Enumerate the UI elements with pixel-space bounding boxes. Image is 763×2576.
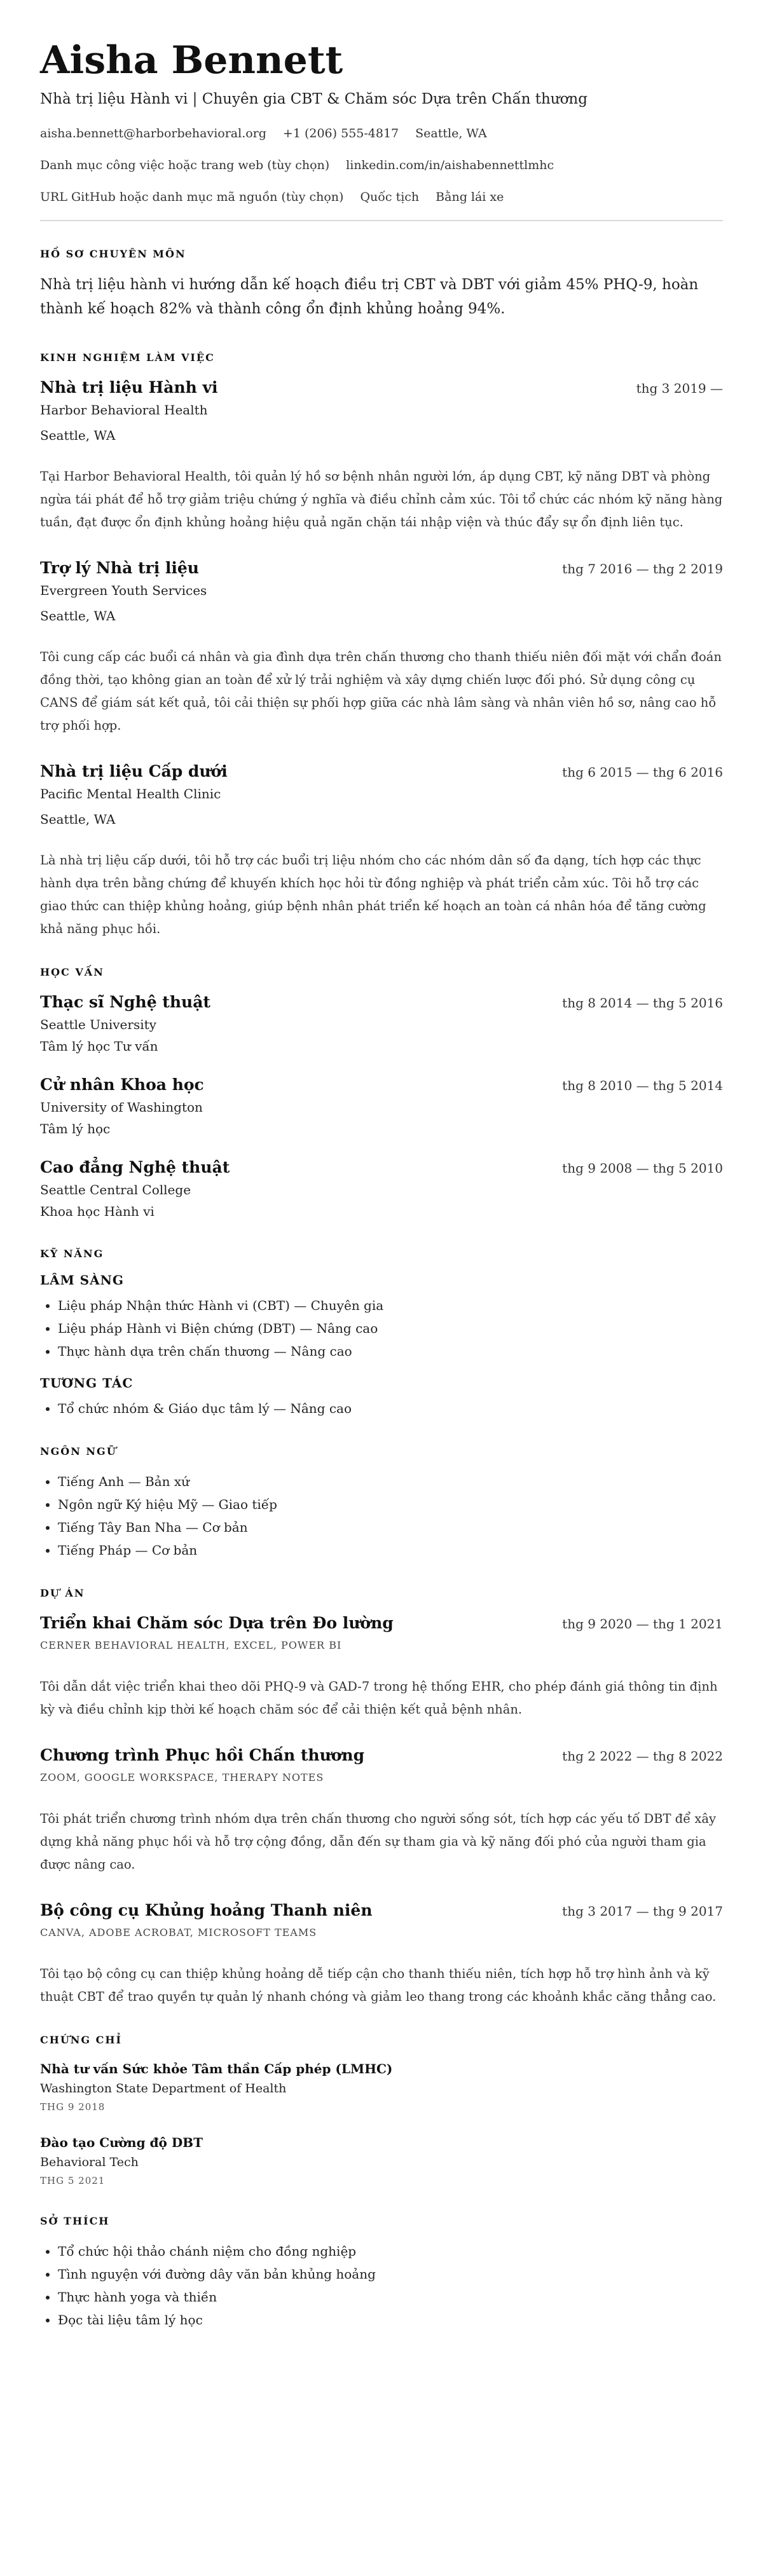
contact-row-1	[40, 125, 723, 142]
skill-item: • Tổ chức nhóm & Giáo dục tâm lý — Nâng cao	[58, 1397, 723, 1420]
section-title-experience: KINH NGHIỆM LÀM VIỆC	[40, 351, 215, 364]
experience-entry	[40, 557, 723, 737]
field-of-study: Tâm lý học	[40, 1121, 111, 1136]
project-title: Bộ công cụ Khủng hoảng Thanh niên	[40, 1901, 373, 1919]
project-description: Tôi dẫn dắt việc triển khai theo dõi PHQ-9 và GAD-7 trong hệ thống EHR, cho phép đánh giá thông tin định kỳ và điều chỉnh kịp thời kế hoạch chăm sóc để cải thiện kết quả bệnh nhân.	[40, 1679, 718, 1717]
project-entry	[40, 1899, 723, 2008]
school: Seattle Central College	[40, 1182, 191, 1197]
project-title: Chương trình Phục hồi Chấn thương	[40, 1746, 365, 1764]
interest-item: • Tổ chức hội thảo chánh niệm cho đồng nghiệp	[58, 2240, 723, 2263]
education-date: thg 9 2008 — thg 5 2010	[562, 1161, 723, 1176]
field-of-study: Tâm lý học Tư vấn	[40, 1039, 158, 1054]
job-title: Nhà trị liệu Cấp dưới	[40, 762, 228, 780]
job-location: Seattle, WA	[40, 608, 116, 624]
job-location: Seattle, WA	[40, 428, 116, 443]
company: Evergreen Youth Services	[40, 583, 207, 598]
project-title: Triển khai Chăm sóc Dựa trên Đo lường	[40, 1614, 394, 1632]
degree: Thạc sĩ Nghệ thuật	[40, 993, 210, 1011]
cert-org: Behavioral Tech	[40, 2155, 139, 2169]
section-title-profile: HỒ SƠ CHUYÊN MÔN	[40, 248, 186, 260]
cert-title: Đào tạo Cường độ DBT	[40, 2135, 203, 2150]
interest-item: • Thực hành yoga và thiền	[58, 2286, 723, 2308]
project-date: thg 3 2017 — thg 9 2017	[562, 1904, 723, 1919]
skill-item: • Liệu pháp Nhận thức Hành vi (CBT) — Chuyên gia	[58, 1294, 723, 1317]
language-list	[40, 1470, 723, 1562]
section-title-education: HỌC VẤN	[40, 966, 104, 978]
interest-item: • Đọc tài liệu tâm lý học	[58, 2308, 723, 2331]
language-item: • Tiếng Tây Ban Nha — Cơ bản	[58, 1516, 723, 1539]
education-entry	[40, 1073, 723, 1140]
company: Harbor Behavioral Health	[40, 402, 208, 418]
section-title-languages: NGÔN NGỮ	[40, 1445, 117, 1457]
section-title-certifications: CHỨNG CHỈ	[40, 2034, 122, 2046]
degree: Cử nhân Khoa học	[40, 1075, 204, 1094]
job-description: Là nhà trị liệu cấp dưới, tôi hỗ trợ các buổi trị liệu nhóm cho các nhóm dân số đa dạng, tích hợp các thực hành dựa trên bằng chứng để khuyến khích học hỏi từ đồng nghiệp và phát triển cảm xúc. Tôi hỗ trợ các giao thức can thiệp khủng hoảng, giúp bệnh nhân phát triển kế hoạch an toàn cá nhân hóa để tăng cường khả năng phục hồi.	[40, 853, 706, 936]
certification-entry	[40, 2132, 723, 2190]
project-head	[40, 1899, 723, 1922]
experience-entry	[40, 760, 723, 941]
language-item: • Tiếng Anh — Bản xứ	[58, 1470, 723, 1493]
job-date: thg 3 2019 —	[636, 381, 723, 396]
skill-list	[40, 1294, 723, 1363]
job-title: Trợ lý Nhà trị liệu	[40, 559, 199, 577]
experience-head	[40, 376, 723, 399]
job-location: Seattle, WA	[40, 812, 116, 827]
section-title-skills: KỸ NĂNG	[40, 1248, 104, 1260]
header-divider	[40, 220, 723, 221]
project-entry	[40, 1612, 723, 1721]
nationality: Quốc tịch	[360, 190, 420, 204]
project-date: thg 9 2020 — thg 1 2021	[562, 1616, 723, 1632]
cert-title: Nhà tư vấn Sức khỏe Tâm thần Cấp phép (LMHC)	[40, 2061, 393, 2076]
job-date: thg 7 2016 — thg 2 2019	[562, 561, 723, 576]
certification-entry	[40, 2059, 723, 2116]
skill-item: • Liệu pháp Hành vi Biện chứng (DBT) — Nâng cao	[58, 1317, 723, 1340]
interest-list	[40, 2240, 723, 2331]
cert-date: THG 5 2021	[40, 2175, 106, 2186]
education-date: thg 8 2010 — thg 5 2014	[562, 1078, 723, 1093]
cert-date: THG 9 2018	[40, 2101, 106, 2113]
education-entry	[40, 1156, 723, 1222]
profile-summary: Nhà trị liệu hành vi hướng dẫn kế hoạch điều trị CBT và DBT với giảm 45% PHQ-9, hoàn thành kế hoạch 82% và thành công ổn định khủng hoảng 94%.	[40, 276, 699, 317]
resume	[40, 0, 723, 2369]
job-date: thg 6 2015 — thg 6 2016	[562, 765, 723, 780]
skill-item: • Thực hành dựa trên chấn thương — Nâng cao	[58, 1340, 723, 1363]
language-item: • Tiếng Pháp — Cơ bản	[58, 1539, 723, 1562]
skill-group-title: LÂM SÀNG	[40, 1272, 125, 1288]
location: Seattle, WA	[415, 126, 487, 140]
github-link[interactable]: URL GitHub hoặc danh mục mã nguồn (tùy chọn)	[40, 190, 344, 204]
job-description: Tại Harbor Behavioral Health, tôi quản lý hồ sơ bệnh nhân người lớn, áp dụng CBT, kỹ năng DBT và phòng ngừa tái phát để hỗ trợ giảm triệu chứng ý nghĩa và điều chỉnh cảm xúc. Tôi tổ chức các nhóm kỹ năng hàng tuần, đạt được ổn định khủng hoảng hiệu quả ngăn chặn tái nhập viện và thúc đẩy sự ổn định liên tục.	[40, 469, 723, 529]
candidate-name: Aisha Bennett	[40, 38, 343, 83]
skill-group-title: TƯƠNG TÁC	[40, 1375, 134, 1391]
job-description: Tôi cung cấp các buổi cá nhân và gia đình dựa trên chấn thương cho thanh thiếu niên đối mặt với chẩn đoán đồng thời, tạo không gian an toàn để xử lý trải nghiệm và xây dựng chiến lược đối phó. Sử dụng công cụ CANS để giám sát kết quả, tôi cải thiện sự phối hợp giữa các nhà lâm sàng và nhân viên hồ sơ, nâng cao hỗ trợ phối hợp.	[40, 650, 722, 733]
resume-header	[40, 38, 723, 206]
language-item: • Ngôn ngữ Ký hiệu Mỹ — Giao tiếp	[58, 1493, 723, 1516]
project-description: Tôi tạo bộ công cụ can thiệp khủng hoảng dễ tiếp cận cho thanh thiếu niên, tích hợp hỗ trợ hình ảnh và kỹ thuật CBT để trao quyền tự quản lý nhanh chóng và giảm leo thang trong các khoảnh khắc căng thẳng cao.	[40, 1966, 717, 2004]
project-tech: CERNER BEHAVIORAL HEALTH, EXCEL, POWER BI	[40, 1639, 342, 1651]
portfolio-link[interactable]: Danh mục công việc hoặc trang web (tùy chọn)	[40, 158, 330, 172]
section-title-projects: DỰ ÁN	[40, 1587, 85, 1599]
company: Pacific Mental Health Clinic	[40, 786, 221, 801]
education-head	[40, 991, 723, 1014]
contact-row-3	[40, 188, 723, 206]
project-head	[40, 1744, 723, 1767]
education-head	[40, 1156, 723, 1179]
experience-entry	[40, 376, 723, 534]
project-tech: CANVA, ADOBE ACROBAT, MICROSOFT TEAMS	[40, 1926, 317, 1939]
contact-row-2	[40, 156, 723, 174]
email-link[interactable]: aisha.bennett@harborbehavioral.org	[40, 126, 266, 140]
education-date: thg 8 2014 — thg 5 2016	[562, 995, 723, 1011]
project-tech: ZOOM, GOOGLE WORKSPACE, THERAPY NOTES	[40, 1771, 324, 1783]
project-date: thg 2 2022 — thg 8 2022	[562, 1748, 723, 1764]
experience-head	[40, 760, 723, 783]
degree: Cao đẳng Nghệ thuật	[40, 1158, 230, 1176]
education-head	[40, 1073, 723, 1096]
section-title-interests: SỞ THÍCH	[40, 2215, 110, 2227]
school: Seattle University	[40, 1017, 156, 1032]
school: University of Washington	[40, 1100, 203, 1115]
job-title: Nhà trị liệu Hành vi	[40, 378, 218, 397]
phone: +1 (206) 555-4817	[282, 126, 399, 140]
interest-item: • Tình nguyện với đường dây văn bản khủng hoảng	[58, 2263, 723, 2286]
experience-head	[40, 557, 723, 580]
skill-list	[40, 1397, 723, 1420]
headline: Nhà trị liệu Hành vi | Chuyên gia CBT & Chăm sóc Dựa trên Chấn thương	[40, 91, 588, 107]
project-entry	[40, 1744, 723, 1876]
linkedin-link[interactable]: linkedin.com/in/aishabennettlmhc	[346, 158, 554, 172]
field-of-study: Khoa học Hành vi	[40, 1204, 155, 1219]
project-head	[40, 1612, 723, 1635]
project-description: Tôi phát triển chương trình nhóm dựa trên chấn thương cho người sống sót, tích hợp các yếu tố DBT để xây dựng khả năng phục hồi và hỗ trợ cộng đồng, dẫn đến sự tham gia và kỹ năng đối phó của người tham gia được nâng cao.	[40, 1811, 716, 1872]
cert-org: Washington State Department of Health	[40, 2082, 287, 2096]
drivers-license: Bằng lái xe	[436, 190, 504, 204]
education-entry	[40, 991, 723, 1057]
